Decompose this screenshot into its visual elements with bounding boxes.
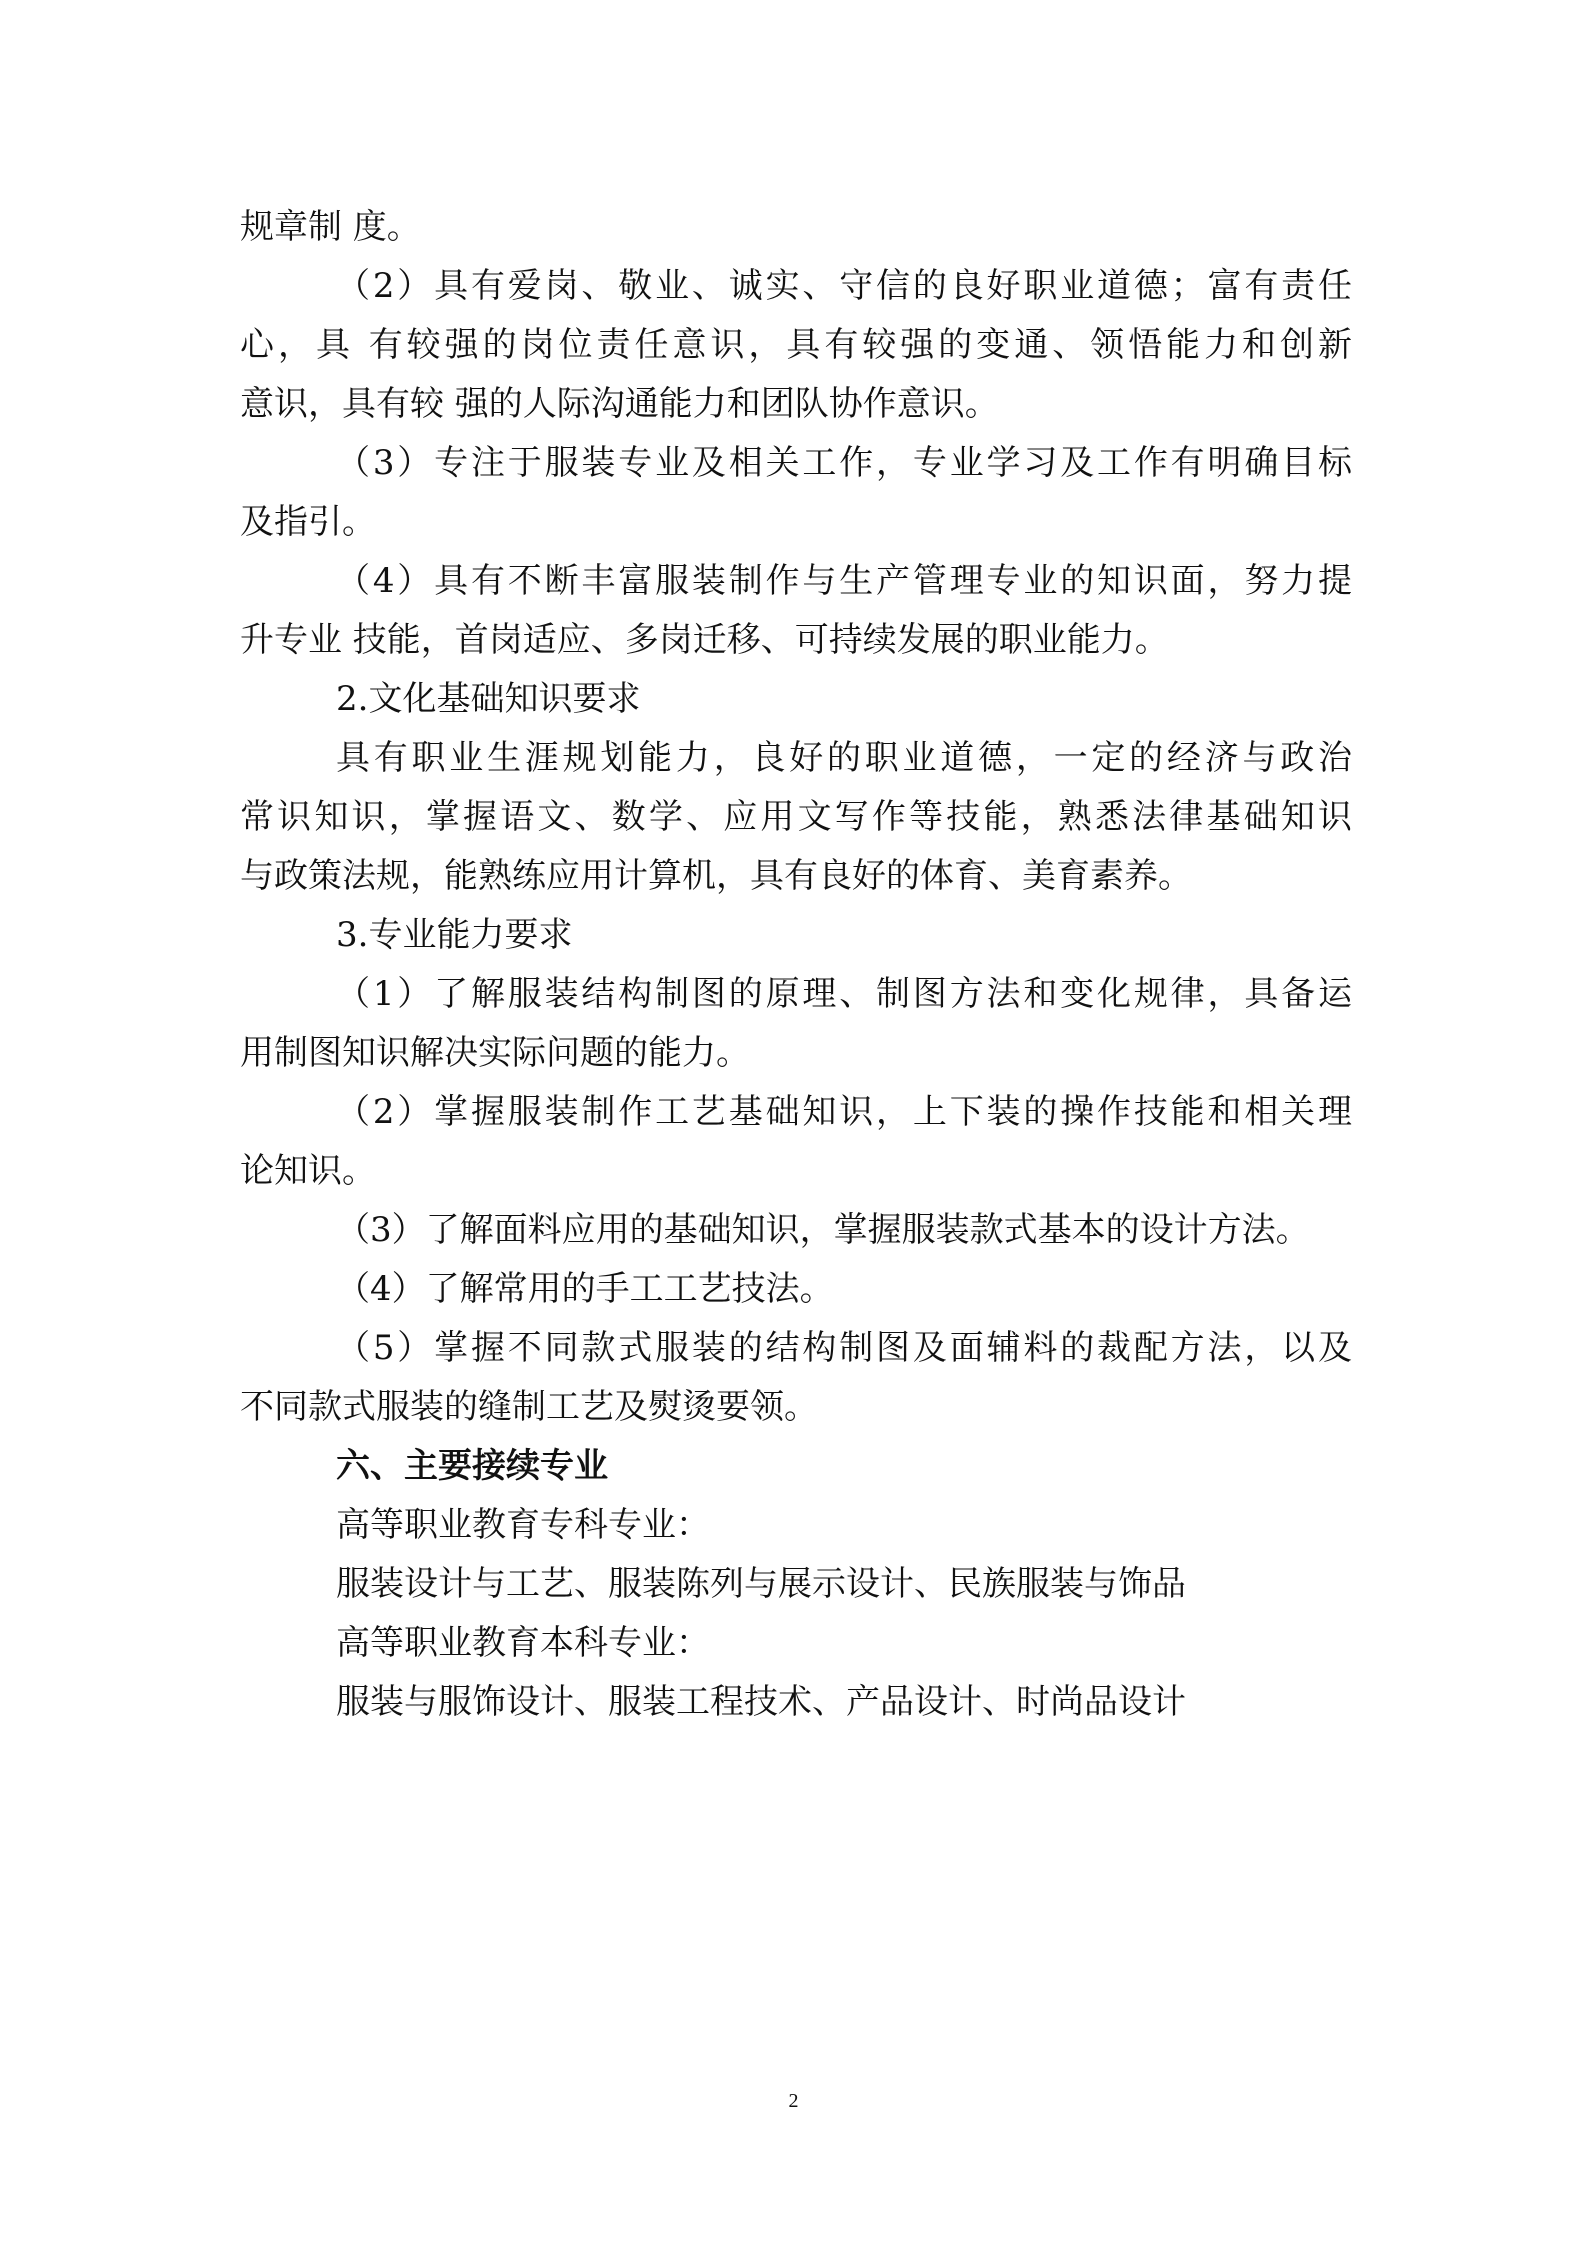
professional-item-2-line-1: （2）掌握服装制作工艺基础知识，上下装的操作技能和相关理 <box>336 1092 1352 1132</box>
professional-item-5-line-2: 不同款式服装的缝制工艺及熨烫要领。 <box>240 1387 818 1427</box>
professional-item-1-line-2: 用制图知识解决实际问题的能力。 <box>240 1033 750 1073</box>
document-body <box>240 198 1352 1732</box>
list-item-2-line-3: 意识，具有较 强的人际沟通能力和团队协作意识。 <box>240 384 999 424</box>
culture-paragraph-line-3: 与政策法规，能熟练应用计算机，具有良好的体育、美育素养。 <box>240 856 1192 896</box>
professional-item-1-line-1: （1）了解服装结构制图的原理、制图方法和变化规律，具备运 <box>336 974 1352 1014</box>
culture-paragraph-line-2: 常识知识，掌握语文、数学、应用文写作等技能，熟悉法律基础知识 <box>240 797 1352 837</box>
list-item-3-line-1: （3）专注于服装专业及相关工作，专业学习及工作有明确目标 <box>336 443 1352 483</box>
vocational-college-label: 高等职业教育专科专业： <box>336 1505 710 1545</box>
subsection-heading-culture: 2.文化基础知识要求 <box>336 679 641 719</box>
professional-item-4: （4）了解常用的手工工艺技法。 <box>336 1269 834 1309</box>
vocational-college-majors: 服装设计与工艺、服装陈列与展示设计、民族服装与饰品 <box>336 1564 1186 1604</box>
culture-paragraph-line-1: 具有职业生涯规划能力，良好的职业道德，一定的经济与政治 <box>336 738 1352 778</box>
vocational-undergrad-majors: 服装与服饰设计、服装工程技术、产品设计、时尚品设计 <box>336 1682 1186 1722</box>
professional-item-2-line-2: 论知识。 <box>240 1151 376 1191</box>
list-item-2-line-1: （2）具有爱岗、敬业、诚实、守信的良好职业道德；富有责任 <box>336 266 1352 306</box>
list-item-2-line-2: 心，具 有较强的岗位责任意识，具有较强的变通、领悟能力和创新 <box>240 325 1352 365</box>
section-heading-continuing-majors: 六、主要接续专业 <box>336 1446 608 1486</box>
list-item-3-line-2: 及指引。 <box>240 502 376 542</box>
professional-item-5-line-1: （5）掌握不同款式服装的结构制图及面辅料的裁配方法，以及 <box>336 1328 1352 1368</box>
professional-item-3: （3）了解面料应用的基础知识，掌握服装款式基本的设计方法。 <box>336 1210 1310 1250</box>
subsection-heading-professional: 3.专业能力要求 <box>336 915 573 955</box>
body-text-line: 规章制 度。 <box>240 207 421 247</box>
vocational-undergrad-label: 高等职业教育本科专业： <box>336 1623 710 1663</box>
page-number: 2 <box>788 2090 799 2112</box>
list-item-4-line-1: （4）具有不断丰富服装制作与生产管理专业的知识面，努力提 <box>336 561 1352 601</box>
list-item-4-line-2: 升专业 技能，首岗适应、多岗迁移、可持续发展的职业能力。 <box>240 620 1169 660</box>
